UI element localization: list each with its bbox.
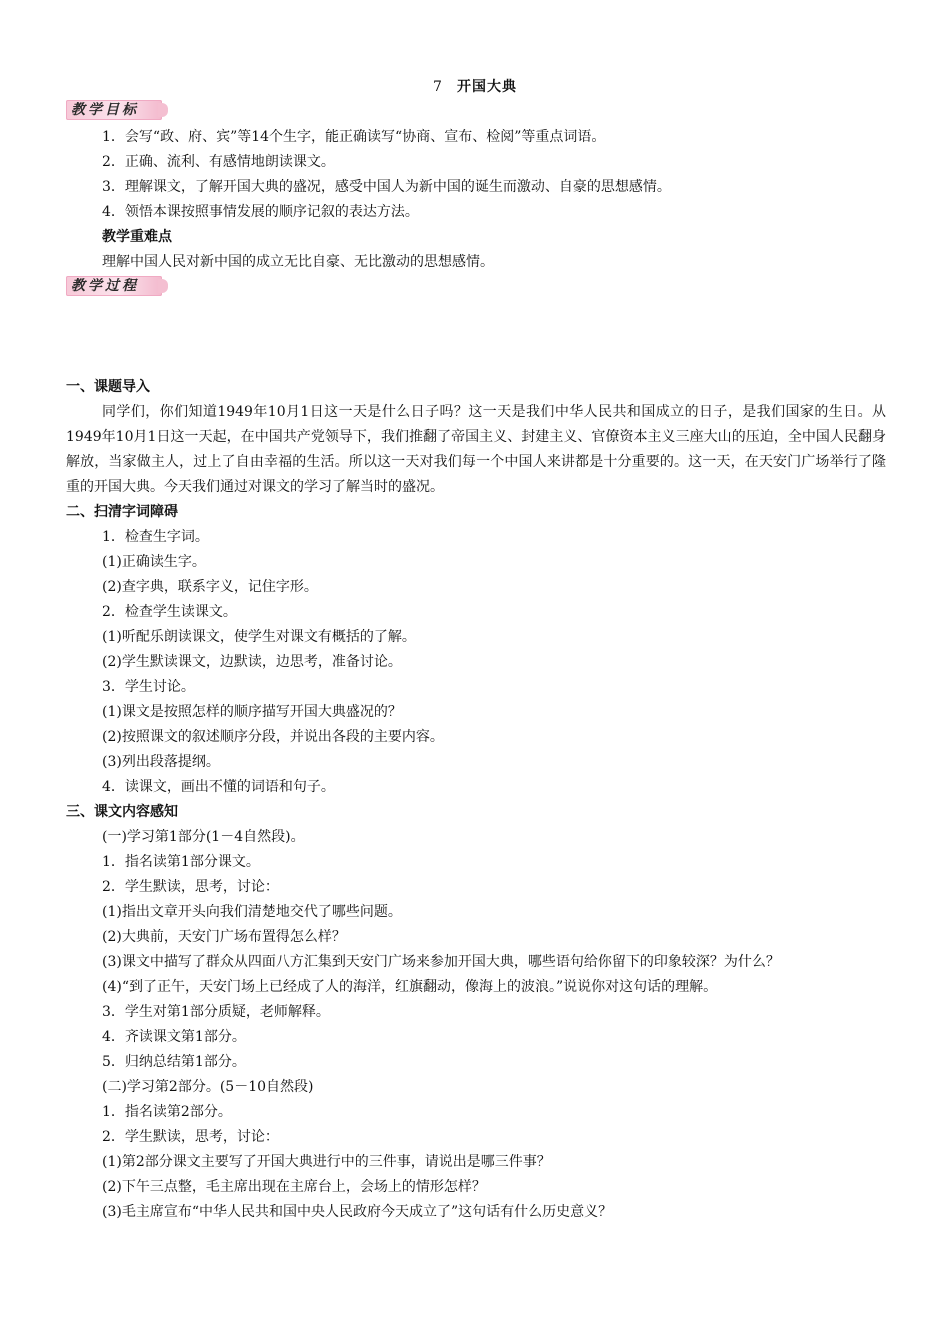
key-points-heading: 教学重难点 [102, 229, 172, 245]
lesson-process [66, 375, 886, 1225]
list-item: 2．学生默读，思考，讨论： [102, 1129, 279, 1145]
list-item: 1．指名读第1部分课文。 [102, 854, 260, 870]
list-item: (1)指出文章开头向我们清楚地交代了哪些问题。 [102, 904, 402, 920]
list-item: 3．学生讨论。 [102, 679, 195, 695]
lesson-title [0, 76, 950, 96]
list-item: (1)第2部分课文主要写了开国大典进行中的三件事，请说出是哪三件事？ [102, 1154, 551, 1170]
list-item: (3)列出段落提纲。 [102, 754, 220, 770]
list-item: (3)毛主席宣布“中华人民共和国中央人民政府今天成立了”这句话有什么历史意义？ [102, 1204, 613, 1220]
lesson-title-text: 开国大典 [456, 79, 517, 95]
list-item: (1)正确读生字。 [102, 554, 206, 570]
list-item: 2．检查学生读课文。 [102, 604, 237, 620]
lesson-number: 7 [433, 79, 443, 95]
list-item: 1．检查生字词。 [102, 529, 209, 545]
list-item: 3．学生对第1部分质疑，老师解释。 [102, 1004, 330, 1020]
objective-item: 1．会写“政、府、宾”等14个生字，能正确读写“协商、宣布、检阅”等重点词语。 [102, 129, 606, 145]
objective-item: 2．正确、流利、有感情地朗读课文。 [102, 154, 335, 170]
objective-item: 3．理解课文，了解开国大典的盛况，感受中国人为新中国的诞生而激动、自豪的思想感情。 [102, 179, 671, 195]
list-item: (2)下午三点整，毛主席出现在主席台上，会场上的情形怎样？ [102, 1179, 486, 1195]
section-heading: 一、课题导入 [66, 379, 150, 395]
list-item: (2)按照课文的叙述顺序分段，并说出各段的主要内容。 [102, 729, 444, 745]
list-item: (一)学习第1部分(1－4自然段)。 [102, 829, 305, 845]
process-banner: 教学过程 [66, 276, 162, 296]
list-item: (二)学习第2部分。(5－10自然段) [102, 1079, 314, 1095]
section-heading: 三、课文内容感知 [66, 804, 178, 820]
list-item: (2)学生默读课文，边默读，边思考，准备讨论。 [102, 654, 402, 670]
key-points-text: 理解中国人民对新中国的成立无比自豪、无比激动的思想感情。 [102, 254, 494, 270]
list-item: (1)课文是按照怎样的顺序描写开国大典盛况的？ [102, 704, 402, 720]
list-item: (2)大典前，天安门广场布置得怎么样？ [102, 929, 346, 945]
list-item: 4．读课文，画出不懂的词语和句子。 [102, 779, 335, 795]
list-item: 5．归纳总结第1部分。 [102, 1054, 246, 1070]
intro-paragraph: 同学们，你们知道1949年10月1日这一天是什么日子吗？这一天是我们中华人民共和国成立的日子，是我们国家的生日。从1949年10月1日这一天起，在中国共产党领导下，我们推翻了帝国主义、封建主义、官僚资本主义三座大山的压迫，全中国人民翻身解放，当家做主人，过上了自由幸福的生活。所以这一天对我们每一个中国人来讲都是十分重要的。这一天，在天安门广场举行了隆重的开国大典。今天我们通过对课文的学习了解当时的盛况。 [66, 404, 886, 495]
list-item: (4)“到了正午，天安门场上已经成了人的海洋，红旗翻动，像海上的波浪。”说说你对这句话的理解。 [102, 979, 718, 995]
list-item: 4．齐读课文第1部分。 [102, 1029, 246, 1045]
list-item: (2)查字典，联系字义，记住字形。 [102, 579, 318, 595]
long-question: (3)课文中描写了群众从四面八方汇集到天安门广场来参加开国大典，哪些语句给你留下的印象较深？为什么？ [102, 954, 780, 970]
objective-item: 4．领悟本课按照事情发展的顺序记叙的表达方法。 [102, 204, 419, 220]
list-item: 2．学生默读，思考，讨论： [102, 879, 279, 895]
objectives-banner: 教学目标 [66, 100, 162, 120]
list-item: 1．指名读第2部分。 [102, 1104, 232, 1120]
objectives-list [66, 125, 886, 275]
section-heading: 二、扫清字词障碍 [66, 504, 178, 520]
list-item: (1)听配乐朗读课文，使学生对课文有概括的了解。 [102, 629, 416, 645]
